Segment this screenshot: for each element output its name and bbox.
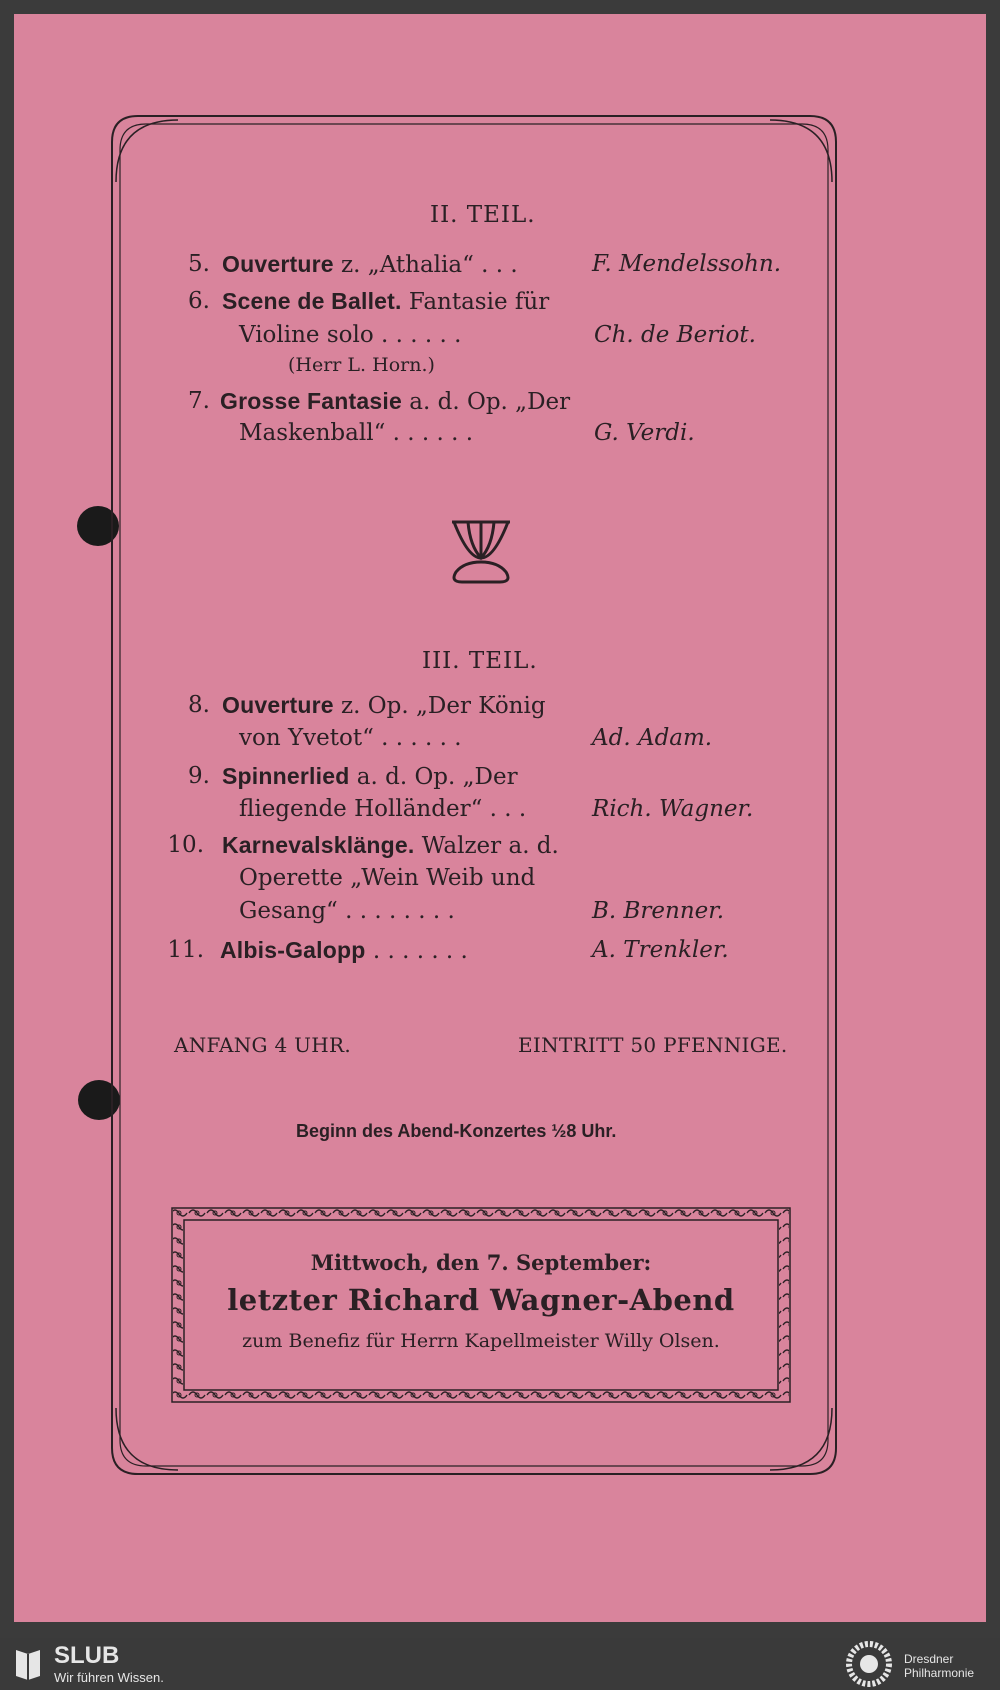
item-11-composer: A. Trenkler.: [592, 937, 729, 963]
bottom-branding-bar: [0, 1638, 1000, 1690]
item-8-number: 8.: [188, 692, 210, 718]
part-3-heading: III. TEIL.: [422, 648, 538, 674]
announcement-subtitle: zum Benefiz für Herrn Kapellmeister Willy Olsen.: [242, 1330, 720, 1352]
item-6-line: [222, 288, 549, 315]
item-5-line: [222, 251, 518, 278]
item-11-rest: . . . . . . .: [365, 938, 468, 964]
library-name: SLUB: [54, 1642, 120, 1669]
part-2-heading: II. TEIL.: [430, 202, 536, 228]
item-8-line-2: von Yvetot“ . . . . . .: [239, 725, 462, 751]
partner-name-line-1: Dresdner: [904, 1652, 954, 1666]
item-5-number: 5.: [188, 251, 210, 277]
item-7-composer: G. Verdi.: [594, 420, 695, 446]
item-9-number: 9.: [188, 763, 210, 789]
philharmonie-logo-icon: [844, 1640, 894, 1688]
item-5-title: Ouverture: [222, 251, 334, 277]
library-tagline: Wir führen Wissen.: [54, 1670, 164, 1685]
item-7-rest: a. d. Op. „Der: [401, 389, 571, 415]
item-9-line-2: fliegende Holländer“ . . .: [239, 796, 527, 822]
item-10-line: [222, 832, 559, 859]
item-10-composer: B. Brenner.: [592, 898, 725, 924]
item-6-rest: Fantasie für: [401, 289, 550, 315]
item-6-line-2: Violine solo . . . . . .: [239, 322, 462, 348]
item-9-composer: Rich. Wagner.: [592, 796, 754, 822]
item-7-title: Grosse Fantasie: [220, 388, 402, 414]
item-5-composer: F. Mendelssohn.: [592, 251, 782, 277]
item-10-number: 10.: [167, 832, 204, 858]
item-11-line: [220, 937, 468, 964]
item-7-number: 7.: [188, 388, 210, 414]
item-9-rest: a. d. Op. „Der: [349, 764, 518, 790]
item-7-line: [220, 388, 570, 415]
item-9-title: Spinnerlied: [222, 763, 350, 789]
announcement-title: letzter Richard Wagner-Abend: [227, 1283, 735, 1317]
item-6-composer: Ch. de Beriot.: [594, 322, 756, 348]
item-8-line: [222, 692, 546, 719]
start-time: ANFANG 4 UHR.: [174, 1033, 352, 1057]
book-icon: [14, 1646, 42, 1680]
item-10-title: Karnevalsklänge.: [222, 832, 415, 858]
item-10-rest: Walzer a. d.: [414, 833, 559, 859]
item-10-line-3: Gesang“ . . . . . . . .: [239, 898, 455, 924]
item-8-rest: z. Op. „Der König: [333, 693, 546, 719]
item-11-title: Albis-Galopp: [220, 937, 366, 963]
item-8-composer: Ad. Adam.: [592, 725, 713, 751]
announcement-date: Mittwoch, den 7. September:: [310, 1250, 652, 1275]
item-5-rest: z. „Athalia“ . . .: [333, 252, 518, 278]
item-6-number: 6.: [188, 288, 210, 314]
evening-concert-note: Beginn des Abend-Konzertes ½8 Uhr.: [296, 1121, 617, 1141]
item-6-title: Scene de Ballet.: [222, 288, 402, 314]
item-8-title: Ouverture: [222, 692, 334, 718]
item-7-line-2: Maskenball“ . . . . . .: [239, 420, 474, 446]
partner-name-line-2: Philharmonie: [904, 1666, 975, 1680]
item-11-number: 11.: [167, 937, 204, 963]
item-10-line-2: Operette „Wein Weib und: [239, 865, 536, 891]
partner-name: [904, 1652, 974, 1680]
admission-price: EINTRITT 50 PFENNIGE.: [518, 1033, 788, 1057]
item-6-performer-note: (Herr L. Horn.): [288, 354, 435, 376]
item-9-line: [222, 763, 518, 790]
